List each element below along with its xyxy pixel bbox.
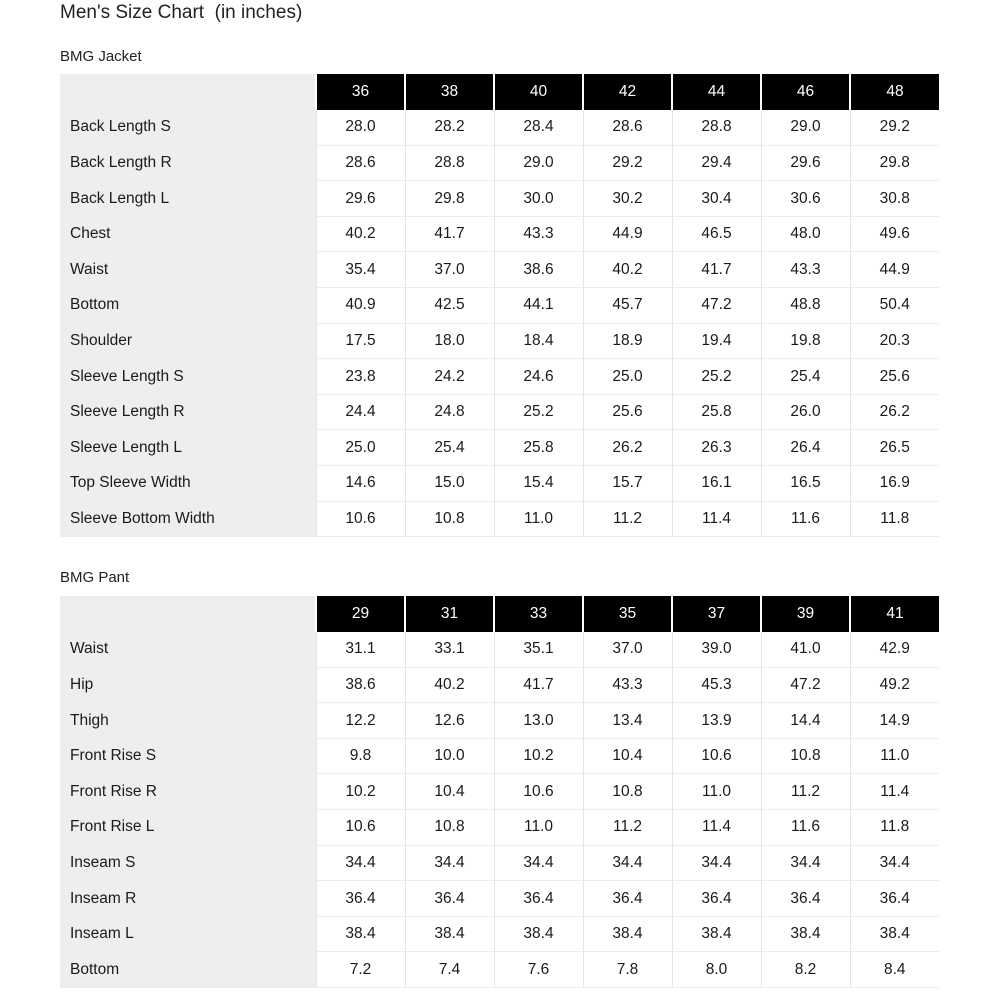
table-row <box>60 181 939 217</box>
measurement-cell: 16.9 <box>850 466 939 502</box>
measurement-cell: 12.6 <box>405 703 494 739</box>
measurement-cell: 38.4 <box>761 916 850 952</box>
measurement-cell: 14.4 <box>761 703 850 739</box>
row-label: Inseam R <box>60 881 316 917</box>
measurement-cell: 11.4 <box>672 501 761 537</box>
measurement-cell: 28.0 <box>316 110 405 146</box>
measurement-cell: 41.7 <box>405 216 494 252</box>
pant-header-row <box>60 596 939 632</box>
pant-size-header: 29 <box>316 596 405 632</box>
measurement-cell: 16.1 <box>672 466 761 502</box>
measurement-cell: 25.6 <box>583 394 672 430</box>
row-label: Bottom <box>60 952 316 988</box>
measurement-cell: 50.4 <box>850 288 939 324</box>
measurement-cell: 19.4 <box>672 323 761 359</box>
measurement-cell: 10.2 <box>316 774 405 810</box>
pant-size-header: 33 <box>494 596 583 632</box>
row-label: Chest <box>60 216 316 252</box>
measurement-cell: 11.8 <box>850 810 939 846</box>
measurement-cell: 24.2 <box>405 359 494 395</box>
measurement-cell: 43.3 <box>761 252 850 288</box>
table-row <box>60 774 939 810</box>
measurement-cell: 38.4 <box>583 916 672 952</box>
row-label: Sleeve Length S <box>60 359 316 395</box>
measurement-cell: 11.2 <box>761 774 850 810</box>
measurement-cell: 37.0 <box>405 252 494 288</box>
measurement-cell: 34.4 <box>494 845 583 881</box>
measurement-cell: 47.2 <box>761 667 850 703</box>
measurement-cell: 10.6 <box>672 738 761 774</box>
table-row <box>60 952 939 988</box>
jacket-size-header: 42 <box>583 74 672 110</box>
measurement-cell: 10.6 <box>316 501 405 537</box>
pant-size-header: 37 <box>672 596 761 632</box>
measurement-cell: 25.8 <box>494 430 583 466</box>
measurement-cell: 42.9 <box>850 632 939 668</box>
table-row <box>60 288 939 324</box>
measurement-cell: 40.2 <box>583 252 672 288</box>
jacket-size-header: 38 <box>405 74 494 110</box>
measurement-cell: 38.4 <box>850 916 939 952</box>
jacket-size-header: 44 <box>672 74 761 110</box>
measurement-cell: 38.4 <box>316 916 405 952</box>
row-label: Back Length L <box>60 181 316 217</box>
measurement-cell: 41.7 <box>494 667 583 703</box>
measurement-cell: 24.4 <box>316 394 405 430</box>
measurement-cell: 10.4 <box>583 738 672 774</box>
measurement-cell: 7.2 <box>316 952 405 988</box>
measurement-cell: 10.2 <box>494 738 583 774</box>
measurement-cell: 11.0 <box>672 774 761 810</box>
measurement-cell: 19.8 <box>761 323 850 359</box>
measurement-cell: 29.4 <box>672 145 761 181</box>
pant-size-table <box>60 596 939 988</box>
measurement-cell: 44.9 <box>850 252 939 288</box>
measurement-cell: 34.4 <box>850 845 939 881</box>
measurement-cell: 40.2 <box>316 216 405 252</box>
table-row <box>60 216 939 252</box>
row-label: Inseam L <box>60 916 316 952</box>
jacket-size-header: 46 <box>761 74 850 110</box>
table-row <box>60 466 939 502</box>
row-label: Front Rise R <box>60 774 316 810</box>
measurement-cell: 26.0 <box>761 394 850 430</box>
measurement-cell: 10.6 <box>494 774 583 810</box>
row-label: Front Rise S <box>60 738 316 774</box>
page-title: Men's Size Chart (in inches) <box>60 2 303 23</box>
measurement-cell: 34.4 <box>405 845 494 881</box>
measurement-cell: 46.5 <box>672 216 761 252</box>
row-label: Shoulder <box>60 323 316 359</box>
measurement-cell: 17.5 <box>316 323 405 359</box>
jacket-header-corner <box>60 74 316 110</box>
measurement-cell: 25.8 <box>672 394 761 430</box>
row-label: Top Sleeve Width <box>60 466 316 502</box>
measurement-cell: 49.2 <box>850 667 939 703</box>
pant-table-header <box>60 596 939 632</box>
measurement-cell: 28.2 <box>405 110 494 146</box>
measurement-cell: 29.6 <box>761 145 850 181</box>
measurement-cell: 38.6 <box>316 667 405 703</box>
jacket-table-header <box>60 74 939 110</box>
measurement-cell: 28.6 <box>316 145 405 181</box>
measurement-cell: 38.4 <box>405 916 494 952</box>
measurement-cell: 29.8 <box>850 145 939 181</box>
measurement-cell: 47.2 <box>672 288 761 324</box>
measurement-cell: 44.9 <box>583 216 672 252</box>
measurement-cell: 39.0 <box>672 632 761 668</box>
measurement-cell: 31.1 <box>316 632 405 668</box>
measurement-cell: 36.4 <box>494 881 583 917</box>
table-row <box>60 916 939 952</box>
measurement-cell: 8.4 <box>850 952 939 988</box>
measurement-cell: 36.4 <box>316 881 405 917</box>
measurement-cell: 26.3 <box>672 430 761 466</box>
measurement-cell: 33.1 <box>405 632 494 668</box>
measurement-cell: 18.9 <box>583 323 672 359</box>
measurement-cell: 11.2 <box>583 501 672 537</box>
table-row <box>60 667 939 703</box>
measurement-cell: 41.0 <box>761 632 850 668</box>
table-row <box>60 110 939 146</box>
row-label: Back Length R <box>60 145 316 181</box>
measurement-cell: 38.4 <box>672 916 761 952</box>
measurement-cell: 29.0 <box>494 145 583 181</box>
measurement-cell: 15.4 <box>494 466 583 502</box>
measurement-cell: 25.0 <box>583 359 672 395</box>
row-label: Inseam S <box>60 845 316 881</box>
measurement-cell: 38.4 <box>494 916 583 952</box>
measurement-cell: 26.2 <box>850 394 939 430</box>
measurement-cell: 25.4 <box>405 430 494 466</box>
table-row <box>60 252 939 288</box>
measurement-cell: 10.8 <box>405 810 494 846</box>
measurement-cell: 45.7 <box>583 288 672 324</box>
measurement-cell: 14.6 <box>316 466 405 502</box>
measurement-cell: 36.4 <box>672 881 761 917</box>
measurement-cell: 37.0 <box>583 632 672 668</box>
measurement-cell: 30.0 <box>494 181 583 217</box>
measurement-cell: 30.6 <box>761 181 850 217</box>
measurement-cell: 28.6 <box>583 110 672 146</box>
measurement-cell: 38.6 <box>494 252 583 288</box>
measurement-cell: 10.6 <box>316 810 405 846</box>
measurement-cell: 44.1 <box>494 288 583 324</box>
pant-size-header: 31 <box>405 596 494 632</box>
measurement-cell: 24.8 <box>405 394 494 430</box>
measurement-cell: 30.2 <box>583 181 672 217</box>
row-label: Front Rise L <box>60 810 316 846</box>
measurement-cell: 35.1 <box>494 632 583 668</box>
measurement-cell: 13.4 <box>583 703 672 739</box>
measurement-cell: 11.6 <box>761 810 850 846</box>
measurement-cell: 25.4 <box>761 359 850 395</box>
table-row <box>60 810 939 846</box>
measurement-cell: 48.0 <box>761 216 850 252</box>
measurement-cell: 36.4 <box>850 881 939 917</box>
measurement-cell: 43.3 <box>583 667 672 703</box>
measurement-cell: 18.4 <box>494 323 583 359</box>
row-label: Thigh <box>60 703 316 739</box>
measurement-cell: 7.4 <box>405 952 494 988</box>
measurement-cell: 29.6 <box>316 181 405 217</box>
measurement-cell: 28.4 <box>494 110 583 146</box>
pant-header-corner <box>60 596 316 632</box>
measurement-cell: 11.0 <box>494 810 583 846</box>
jacket-header-row <box>60 74 939 110</box>
table-row <box>60 881 939 917</box>
measurement-cell: 34.4 <box>761 845 850 881</box>
measurement-cell: 20.3 <box>850 323 939 359</box>
pant-size-header: 39 <box>761 596 850 632</box>
measurement-cell: 11.4 <box>672 810 761 846</box>
measurement-cell: 25.2 <box>494 394 583 430</box>
measurement-cell: 11.0 <box>494 501 583 537</box>
pant-section-title: BMG Pant <box>60 569 130 586</box>
table-row <box>60 394 939 430</box>
measurement-cell: 11.2 <box>583 810 672 846</box>
table-row <box>60 738 939 774</box>
pant-size-header: 35 <box>583 596 672 632</box>
jacket-section-title: BMG Jacket <box>60 48 142 65</box>
row-label: Waist <box>60 252 316 288</box>
row-label: Bottom <box>60 288 316 324</box>
measurement-cell: 48.8 <box>761 288 850 324</box>
measurement-cell: 36.4 <box>761 881 850 917</box>
measurement-cell: 45.3 <box>672 667 761 703</box>
measurement-cell: 28.8 <box>405 145 494 181</box>
jacket-table-body <box>60 110 939 537</box>
measurement-cell: 11.4 <box>850 774 939 810</box>
measurement-cell: 30.8 <box>850 181 939 217</box>
measurement-cell: 14.9 <box>850 703 939 739</box>
row-label: Waist <box>60 632 316 668</box>
table-row <box>60 145 939 181</box>
measurement-cell: 16.5 <box>761 466 850 502</box>
measurement-cell: 15.0 <box>405 466 494 502</box>
measurement-cell: 11.6 <box>761 501 850 537</box>
measurement-cell: 28.8 <box>672 110 761 146</box>
row-label: Sleeve Bottom Width <box>60 501 316 537</box>
measurement-cell: 40.9 <box>316 288 405 324</box>
measurement-cell: 18.0 <box>405 323 494 359</box>
measurement-cell: 36.4 <box>405 881 494 917</box>
measurement-cell: 15.7 <box>583 466 672 502</box>
measurement-cell: 11.8 <box>850 501 939 537</box>
measurement-cell: 34.4 <box>583 845 672 881</box>
measurement-cell: 10.8 <box>405 501 494 537</box>
measurement-cell: 12.2 <box>316 703 405 739</box>
measurement-cell: 7.6 <box>494 952 583 988</box>
row-label: Sleeve Length L <box>60 430 316 466</box>
table-row <box>60 323 939 359</box>
measurement-cell: 24.6 <box>494 359 583 395</box>
measurement-cell: 42.5 <box>405 288 494 324</box>
table-row <box>60 845 939 881</box>
measurement-cell: 25.6 <box>850 359 939 395</box>
table-row <box>60 632 939 668</box>
table-row <box>60 703 939 739</box>
measurement-cell: 29.0 <box>761 110 850 146</box>
measurement-cell: 29.2 <box>850 110 939 146</box>
measurement-cell: 41.7 <box>672 252 761 288</box>
measurement-cell: 29.8 <box>405 181 494 217</box>
row-label: Back Length S <box>60 110 316 146</box>
measurement-cell: 10.4 <box>405 774 494 810</box>
measurement-cell: 9.8 <box>316 738 405 774</box>
measurement-cell: 26.5 <box>850 430 939 466</box>
measurement-cell: 10.8 <box>583 774 672 810</box>
measurement-cell: 34.4 <box>672 845 761 881</box>
measurement-cell: 13.9 <box>672 703 761 739</box>
row-label: Hip <box>60 667 316 703</box>
measurement-cell: 43.3 <box>494 216 583 252</box>
pant-size-header: 41 <box>850 596 939 632</box>
measurement-cell: 23.8 <box>316 359 405 395</box>
measurement-cell: 25.2 <box>672 359 761 395</box>
table-row <box>60 430 939 466</box>
measurement-cell: 7.8 <box>583 952 672 988</box>
measurement-cell: 34.4 <box>316 845 405 881</box>
measurement-cell: 29.2 <box>583 145 672 181</box>
measurement-cell: 36.4 <box>583 881 672 917</box>
measurement-cell: 26.4 <box>761 430 850 466</box>
measurement-cell: 35.4 <box>316 252 405 288</box>
measurement-cell: 40.2 <box>405 667 494 703</box>
measurement-cell: 10.8 <box>761 738 850 774</box>
measurement-cell: 8.0 <box>672 952 761 988</box>
table-row <box>60 501 939 537</box>
jacket-size-header: 48 <box>850 74 939 110</box>
measurement-cell: 26.2 <box>583 430 672 466</box>
row-label: Sleeve Length R <box>60 394 316 430</box>
measurement-cell: 30.4 <box>672 181 761 217</box>
measurement-cell: 13.0 <box>494 703 583 739</box>
measurement-cell: 11.0 <box>850 738 939 774</box>
pant-table-body <box>60 632 939 988</box>
jacket-size-table <box>60 74 939 537</box>
measurement-cell: 8.2 <box>761 952 850 988</box>
measurement-cell: 10.0 <box>405 738 494 774</box>
table-row <box>60 359 939 395</box>
measurement-cell: 49.6 <box>850 216 939 252</box>
jacket-size-header: 40 <box>494 74 583 110</box>
jacket-size-header: 36 <box>316 74 405 110</box>
measurement-cell: 25.0 <box>316 430 405 466</box>
